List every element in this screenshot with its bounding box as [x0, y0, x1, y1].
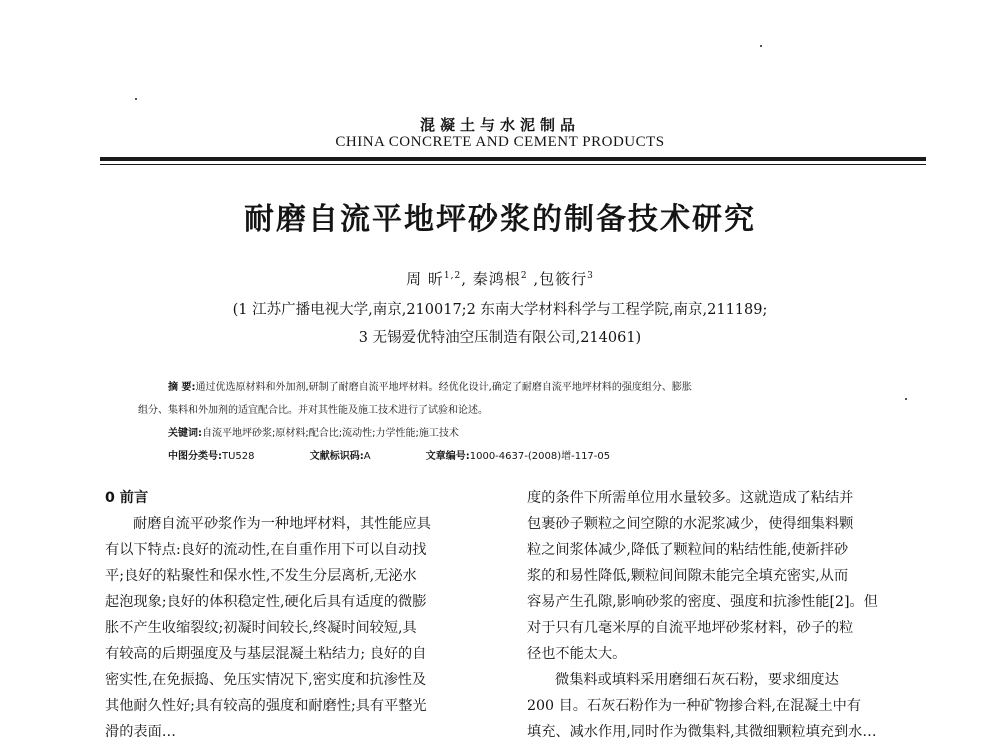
article-number: 文章编号:1000-4637-(2008)增-117-05: [425, 451, 611, 462]
author-affiliation-mark: 1,2: [443, 271, 462, 281]
body-line: 粒之间浆体减少,降低了颗粒间的粘结性能,使新拌砂: [527, 542, 849, 558]
body-line: 密实性,在免振捣、免压实情况下,密实度和抗渗性及: [105, 672, 427, 688]
author-name: 秦鸿根: [472, 270, 521, 288]
abstract-line-1: [168, 378, 692, 393]
body-line: 容易产生孔隙,影响砂浆的密度、强度和抗渗性能[2]。但: [527, 594, 878, 610]
journal-name-cn: 混凝土与水泥制品: [419, 116, 580, 134]
affiliation-line-2: 3 无锡爱优特油空压制造有限公司,214061): [358, 330, 642, 346]
body-right-column: [527, 485, 927, 745]
body-line: 胀不产生收缩裂纹;初凝时间较长,终凝时间较短,具: [105, 620, 417, 636]
author-name: 周 昕: [406, 270, 444, 288]
body-left-column: [105, 485, 495, 745]
body-line: 有以下特点:良好的流动性,在自重作用下可以自动找: [105, 542, 427, 558]
body-line: 径也不能太大。: [527, 646, 627, 662]
body-line: 对于只有几毫米厚的自流平地坪砂浆材料，砂子的粒: [527, 620, 854, 636]
affiliation-line-1: (1 江苏广播电视大学,南京,210017;2 东南大学材料科学与工程学院,南京,211189;: [232, 302, 768, 318]
keywords-line: [168, 424, 459, 439]
body-line: 填充、减水作用,同时作为微集料,其微细颗粒填充到水…: [527, 724, 877, 740]
body-line: 包裹砂子颗粒之间空隙的水泥浆减少，使得细集料颗: [527, 516, 854, 532]
scan-speck: [905, 398, 907, 400]
body-line: 耐磨自流平砂浆作为一种地坪材料，其性能应具: [133, 516, 431, 532]
author-affiliation-mark: 3: [587, 271, 594, 281]
body-line: 滑的表面…: [105, 724, 176, 740]
scan-speck: [760, 45, 762, 47]
body-line: 微集料或填料采用磨细石灰石粉，要求细度达: [555, 672, 839, 688]
body-line: 浆的和易性降低,颗粒间间隙未能完全填充密实,从而: [527, 568, 849, 584]
body-line: 起泡现象;良好的体积稳定性,硬化后具有适度的微膨: [105, 594, 427, 610]
body-line: 度的条件下所需单位用水量较多。这就造成了粘结并: [527, 490, 854, 506]
section-heading: 0 前言: [105, 490, 149, 506]
classification-line: [168, 447, 662, 462]
author-list: 周 昕$^{1,2}$, 秦鸿根$^2$ ,包筱行$^3$: [406, 270, 594, 288]
abstract-line-2: 组分、集料和外加剂的适宜配合比。并对其性能及施工技术进行了试验和论述。: [138, 405, 488, 416]
keywords-text: 自流平地坪砂浆;原材料;配合比;流动性;力学性能;施工技术: [202, 428, 459, 439]
header-rule-thin: [100, 164, 926, 165]
document-code: 文献标识码:A: [309, 451, 371, 462]
journal-name-en: CHINA CONCRETE AND CEMENT PRODUCTS: [335, 134, 665, 150]
keywords-label: 关键词:: [168, 428, 202, 439]
abstract-label: 摘 要:: [168, 382, 196, 393]
header-rule-thick: [100, 157, 926, 161]
article-title: 耐磨自流平地坪砂浆的制备技术研究: [244, 202, 756, 237]
body-line: 其他耐久性好;具有较高的强度和耐磨性;具有平整光: [105, 698, 427, 714]
abstract-text: 通过优选原材料和外加剂,研制了耐磨自流平地坪材料。经优化设计,确定了耐磨自流平地坪材料的强度组分、膨胀: [195, 382, 692, 393]
body-line: 平;良好的粘聚性和保水性,不发生分层离析,无泌水: [105, 568, 417, 584]
clc-number: 中图分类号:TU528: [168, 451, 255, 462]
body-line: 有较高的后期强度及与基层混凝土粘结力; 良好的自: [105, 646, 427, 662]
scan-speck: [135, 98, 137, 100]
author-name: 包筱行: [539, 270, 588, 288]
author-affiliation-mark: 2: [520, 271, 528, 281]
body-line: 200 目。石灰石粉作为一种矿物掺合料,在混凝土中有: [527, 698, 862, 714]
